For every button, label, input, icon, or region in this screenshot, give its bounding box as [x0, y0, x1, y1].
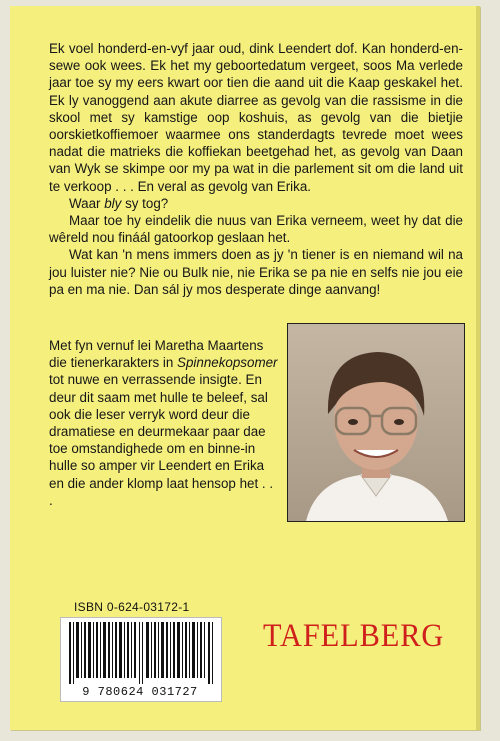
author-photo	[287, 323, 465, 522]
excerpt-question: Waar bly sy tog?	[69, 195, 169, 211]
blurb-excerpt	[49, 40, 463, 298]
excerpt-teen-paragraph: Wat kan 'n mens immers doen as jy 'n tiener is en niemand wil na jou luister nie? Nie ou Bulk nie, nie Erika se pa nie en selfs nie jou eie pa en ma nie. Dan sál jy mos desperate dinge aanvang!	[49, 247, 463, 297]
isbn-label: ISBN 0-624-03172-1	[74, 600, 190, 614]
barcode-number: 9 780624 031727	[82, 685, 198, 699]
publisher-logo: TAFELBERG	[263, 618, 445, 654]
excerpt-paragraph: Ek voel honderd-en-vyf jaar oud, dink Leendert dof. Kan honderd-en-sewe ook wees. Ek het my geboortedatum vergeet, soos Ma verlede jaar toe sy my eers kwart oor tien die aand uit die Kaap geskakel het. Ek ly vanoggend aan akute diarree as gevolg van die rassisme in die skool met sy kamstige oop koshuis, as gevolg van die bietjie oorskietkoffiemoer waarmee ons standerdagts tevrede moet wees nadat die matrieks die koffiekan beetgehad het, as gevolg van Daan van Wyk se skimpe oor my pa wat in die parlement sit om die land uit te verkoop . . . En veral as gevolg van Erika.	[49, 41, 463, 194]
excerpt-news-paragraph: Maar toe hy eindelik die nuus van Erika verneem, weet hy dat die wêreld nou fináál gatoorkop geslaan het.	[49, 213, 463, 246]
book-title: Spinnekopsomer	[177, 355, 278, 371]
author-blurb: Met fyn vernuf lei Maretha Maartens die tienerkarakters in Spinnekopsomer tot nuwe en verrassende insigte. En deur dit saam met hulle te beleef, sal ook die leser verryk word deur die dramatiese en deurmekaar paar dae toe omstandighede om en binne-in hulle so amper vir Leendert en Erika en die ander klomp laat hensop het . . .	[49, 338, 278, 508]
